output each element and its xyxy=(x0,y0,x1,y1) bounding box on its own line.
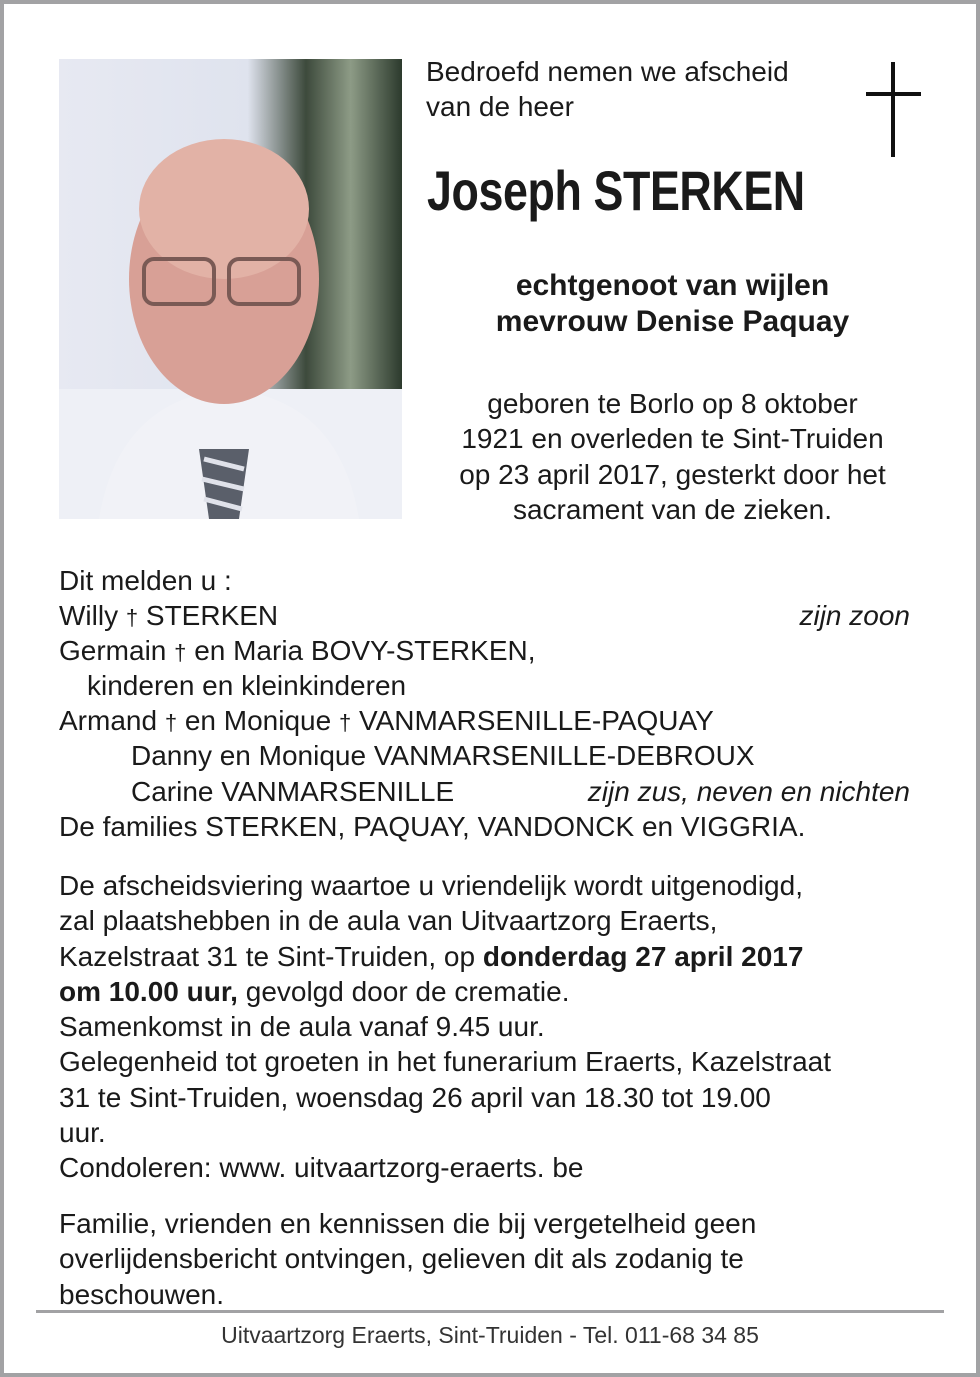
family-name: Germain xyxy=(59,635,167,666)
ceremony-line xyxy=(59,974,831,1009)
family-heading: Dit melden u : xyxy=(59,565,232,596)
family-row: kinderen en kleinkinderen xyxy=(87,670,407,701)
portrait-photo xyxy=(59,59,402,519)
family-row: Danny en Monique VANMARSENILLE-DEBROUX xyxy=(131,740,755,771)
spouse-line: echtgenoot van wijlen xyxy=(515,269,830,302)
intro-line: Bedroefd nemen we afscheid xyxy=(426,56,789,87)
relation-label: zijn zus, neven en nichten xyxy=(587,776,910,807)
family-name: Carine VANMARSENILLE xyxy=(131,776,455,807)
ceremony-line xyxy=(59,939,831,974)
family-name: Armand xyxy=(59,705,158,736)
spouse-text xyxy=(430,268,915,340)
ceremony-line: Samenkomst in de aula vanaf 9.45 uur. xyxy=(59,1011,545,1043)
dagger-icon: † xyxy=(338,710,352,735)
family-name: Willy xyxy=(59,600,119,631)
birth-line: 1921 en overleden te Sint-Truiden xyxy=(461,423,884,455)
cross-icon xyxy=(866,62,921,157)
birth-line: geboren te Borlo op 8 oktober xyxy=(487,388,858,419)
closing-line: Familie, vrienden en kennissen die bij vergetelheid geen xyxy=(59,1208,757,1239)
ceremony-line: 31 te Sint-Truiden, woensdag 26 april van 18.30 tot 19.00 xyxy=(59,1081,771,1113)
dagger-icon: † xyxy=(164,710,178,735)
closing-text xyxy=(59,1206,756,1312)
relation-label: zijn zoon xyxy=(799,600,910,631)
family-name: STERKEN xyxy=(145,600,279,631)
birth-death-text xyxy=(420,386,925,527)
dagger-icon: † xyxy=(174,640,187,665)
ceremony-text xyxy=(59,868,831,1186)
birth-line: sacrament van de zieken. xyxy=(512,493,833,525)
spouse-line: mevrouw Denise Paquay xyxy=(495,305,850,338)
family-row xyxy=(59,774,910,809)
birth-line: op 23 april 2017, gesterkt door het xyxy=(459,458,886,490)
ceremony-line: zal plaatshebben in de aula van Uitvaartzorg Eraerts, xyxy=(59,905,718,937)
ceremony-line: uur. xyxy=(59,1117,106,1149)
ceremony-line: Gelegenheid tot groeten in het funerarium Eraerts, Kazelstraat xyxy=(59,1046,831,1078)
text: Kazelstraat 31 te Sint-Truiden, op xyxy=(59,940,483,972)
family-row xyxy=(59,598,910,633)
family-row xyxy=(59,703,910,738)
footer-text: Uitvaartzorg Eraerts, Sint-Truiden - Tel. 011-68 34 85 xyxy=(221,1322,759,1348)
intro-line: van de heer xyxy=(426,91,574,122)
text: gevolgd door de crematie. xyxy=(237,975,570,1007)
ceremony-date: donderdag 27 april 2017 xyxy=(482,940,804,972)
deceased-name: Joseph STERKEN xyxy=(427,159,805,222)
intro-text xyxy=(426,54,789,124)
family-name: en Monique xyxy=(184,705,332,736)
condolence-line: Condoleren: www. uitvaartzorg-eraerts. be xyxy=(59,1152,584,1184)
family-name: en Maria BOVY-STERKEN, xyxy=(194,635,536,666)
ceremony-line: De afscheidsviering waartoe u vriendelijk wordt uitgenodigd, xyxy=(59,870,803,901)
footer-divider xyxy=(36,1310,944,1313)
closing-line: overlijdensbericht ontvingen, gelieven dit als zodanig te xyxy=(59,1243,744,1275)
family-row xyxy=(59,633,910,668)
family-name: VANMARSENILLE-PAQUAY xyxy=(359,705,714,736)
ceremony-time: om 10.00 uur, xyxy=(59,975,238,1007)
dagger-icon: † xyxy=(125,605,139,630)
family-row: De families STERKEN, PAQUAY, VANDONCK en VIGGRIA. xyxy=(59,811,806,842)
closing-line: beschouwen. xyxy=(59,1278,225,1310)
